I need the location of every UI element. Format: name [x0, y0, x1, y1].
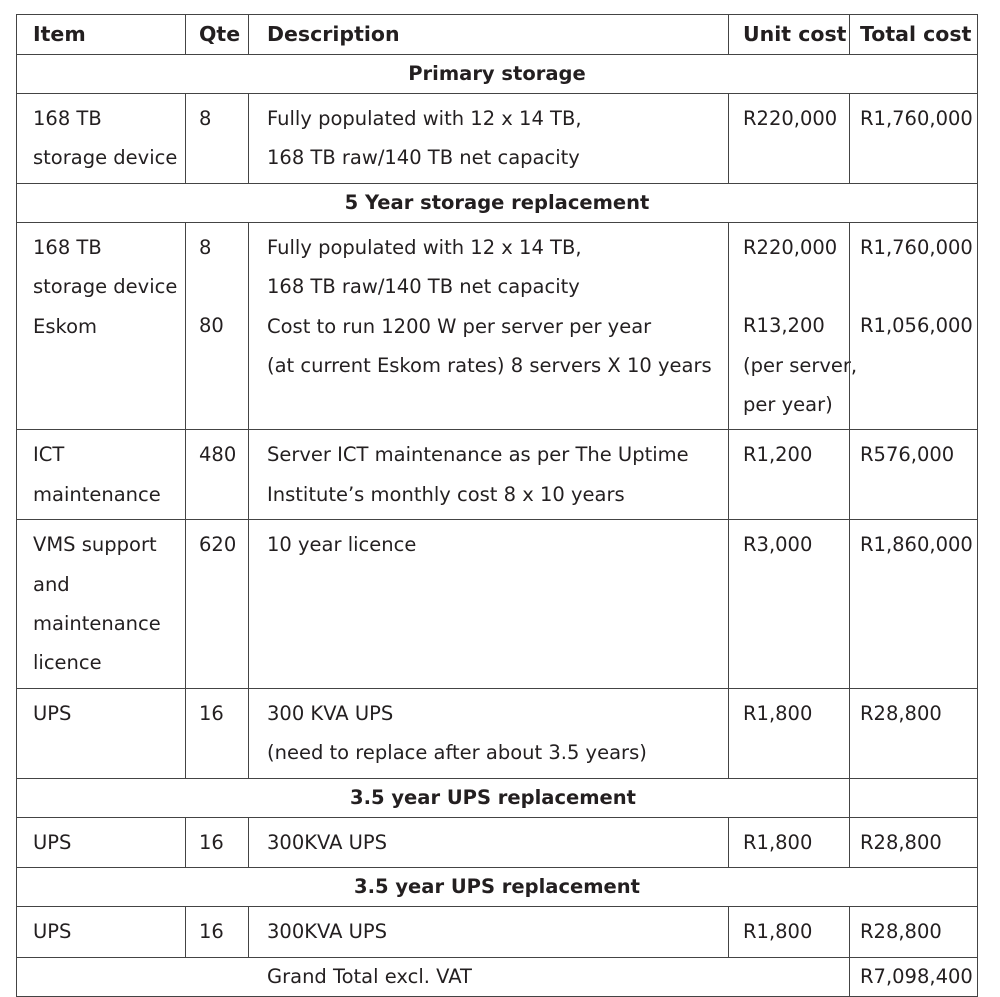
- cost-table: [16, 14, 978, 997]
- unit-cost-cell: R1,800: [728, 689, 849, 778]
- qte-cell: [185, 223, 248, 430]
- item-cell: [16, 430, 185, 519]
- description-line: 168 TB raw/140 TB net capacity: [267, 275, 580, 299]
- header-row: [16, 14, 978, 55]
- spacer: [743, 267, 849, 306]
- qte-line: 80: [199, 314, 224, 338]
- table-row: [16, 689, 978, 779]
- item-line: and: [33, 572, 70, 596]
- item-cell: UPS: [16, 689, 185, 778]
- spacer: [199, 267, 248, 306]
- total-cost-line: R1,056,000: [860, 314, 973, 338]
- item-line: licence: [33, 651, 102, 675]
- description-line: Cost to run 1200 W per server per year: [267, 314, 652, 338]
- section-row: [16, 868, 978, 907]
- total-cost-cell: [849, 223, 978, 430]
- description-line: (need to replace after about 3.5 years): [267, 741, 647, 765]
- item-line: storage device: [33, 275, 178, 299]
- description-line: 168 TB raw/140 TB net capacity: [267, 146, 580, 170]
- description-cell: 300KVA UPS: [248, 818, 728, 867]
- header-description: Description: [248, 15, 728, 54]
- table-row: [16, 818, 978, 868]
- unit-cost-cell: R3,000: [728, 520, 849, 688]
- spacer: [860, 267, 977, 306]
- item-line: Eskom: [33, 314, 98, 338]
- item-line: 168 TB: [33, 235, 102, 259]
- item-line: maintenance: [33, 612, 161, 636]
- total-cost-cell: R576,000: [849, 430, 978, 519]
- item-line: storage device: [33, 146, 178, 170]
- description-cell: [248, 689, 728, 778]
- qte-cell: 620: [185, 520, 248, 688]
- total-cost-line: R1,760,000: [860, 235, 973, 259]
- header-total-cost: Total cost: [849, 15, 978, 54]
- description-cell: [248, 223, 728, 430]
- item-cell: UPS: [16, 818, 185, 867]
- total-cost-cell: R1,860,000: [849, 520, 978, 688]
- qte-cell: 8: [185, 94, 248, 183]
- unit-cost-cell: R1,200: [728, 430, 849, 519]
- grand-total-label: Grand Total excl. VAT: [16, 958, 849, 996]
- item-line: ICT: [33, 443, 65, 467]
- item-line: maintenance: [33, 482, 161, 506]
- description-line: 300 KVA UPS: [267, 701, 394, 725]
- item-cell: [16, 520, 185, 688]
- qte-line: 8: [199, 235, 212, 259]
- description-line: Fully populated with 12 x 14 TB,: [267, 235, 582, 259]
- qte-cell: 480: [185, 430, 248, 519]
- unit-cost-line: per year): [743, 393, 833, 417]
- section-row: [16, 55, 978, 94]
- description-cell: 10 year licence: [248, 520, 728, 688]
- table-row: [16, 94, 978, 184]
- item-cell: UPS: [16, 907, 185, 956]
- description-line: (at current Eskom rates) 8 servers X 10 years: [267, 354, 712, 378]
- description-line: Institute’s monthly cost 8 x 10 years: [267, 482, 625, 506]
- description-cell: 300KVA UPS: [248, 907, 728, 956]
- unit-cost-line: R220,000: [743, 235, 838, 259]
- description-cell: [248, 94, 728, 183]
- section-title-replacement: 5 Year storage replacement: [16, 184, 978, 222]
- unit-cost-cell: R1,800: [728, 818, 849, 867]
- table-row: [16, 223, 978, 431]
- unit-cost-cell: R220,000: [728, 94, 849, 183]
- section-row: [16, 184, 978, 223]
- empty-cell: [849, 779, 978, 817]
- item-cell: [16, 94, 185, 183]
- description-line: Server ICT maintenance as per The Uptime: [267, 443, 689, 467]
- description-cell: [248, 430, 728, 519]
- grand-total-row: [16, 958, 978, 997]
- unit-cost-line: R13,200: [743, 314, 825, 338]
- qte-cell: 16: [185, 907, 248, 956]
- table-row: [16, 907, 978, 957]
- qte-cell: 16: [185, 689, 248, 778]
- header-unit-cost: Unit cost: [728, 15, 849, 54]
- unit-cost-line: (per server,: [743, 353, 858, 377]
- total-cost-cell: R28,800: [849, 689, 978, 778]
- item-cell: [16, 223, 185, 430]
- total-cost-cell: R1,760,000: [849, 94, 978, 183]
- section-title-primary: Primary storage: [16, 55, 978, 93]
- total-cost-cell: R28,800: [849, 818, 978, 867]
- item-line: VMS support: [33, 533, 157, 557]
- description-line: Fully populated with 12 x 14 TB,: [267, 107, 582, 130]
- table-row: [16, 430, 978, 520]
- header-item: Item: [16, 15, 185, 54]
- unit-cost-cell: [728, 223, 858, 430]
- item-line: 168 TB: [33, 107, 102, 130]
- unit-cost-cell: R1,800: [728, 907, 849, 956]
- qte-cell: 16: [185, 818, 248, 867]
- total-cost-cell: R28,800: [849, 907, 978, 956]
- section-title-ups-replacement: 3.5 year UPS replacement: [16, 868, 978, 906]
- header-qte: Qte: [185, 15, 248, 54]
- section-title-ups-replacement: 3.5 year UPS replacement: [16, 779, 849, 817]
- grand-total-value: R7,098,400: [849, 958, 978, 996]
- section-row: [16, 779, 978, 818]
- table-row: [16, 520, 978, 689]
